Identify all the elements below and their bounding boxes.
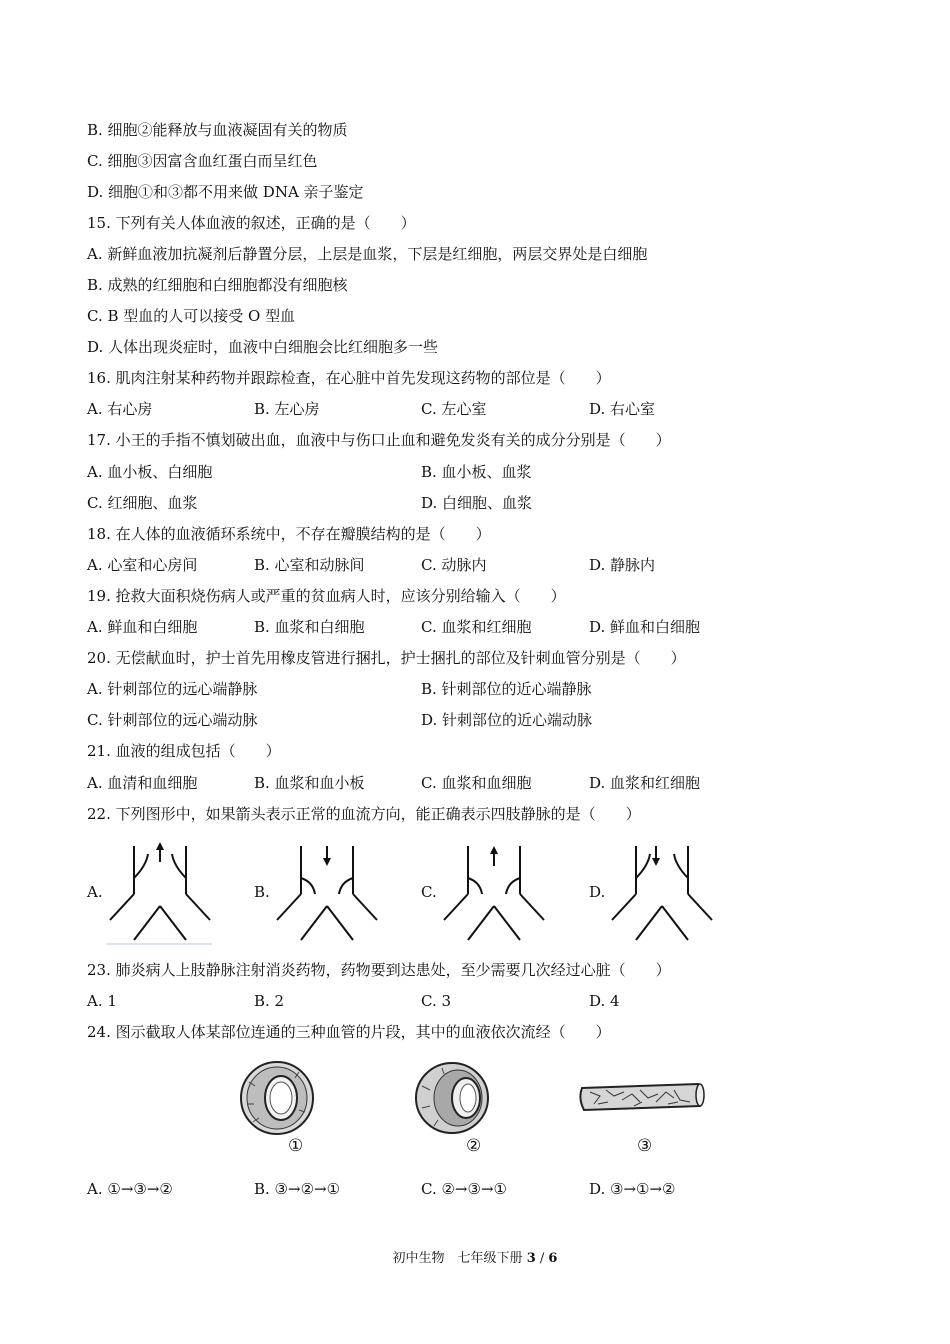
q24-label-1: ①	[288, 1136, 304, 1156]
q19-option-c: C. 血浆和红细胞	[421, 618, 532, 636]
q15-option-c: C. B 型血的人可以接受 O 型血	[87, 307, 296, 325]
q16-stem: 16. 肌肉注射某种药物并跟踪检查，在心脏中首先发现这药物的部位是（ ）	[87, 369, 611, 387]
q24-vessel-1	[237, 1060, 317, 1160]
page-footer	[0, 1247, 950, 1266]
q21-option-c: C. 血浆和血细胞	[421, 774, 532, 792]
q15-option-d: D. 人体出现炎症时，血液中白细胞会比红细胞多一些	[87, 338, 439, 356]
q21-option-d: D. 血浆和红细胞	[589, 774, 701, 792]
q22-figure-a	[106, 842, 216, 946]
q23-option-a: A. 1	[87, 992, 117, 1010]
q22-option-a: A.	[87, 883, 103, 901]
q16-option-d: D. 右心室	[589, 400, 656, 418]
q24-option-a: A. ①→③→②	[87, 1180, 173, 1198]
q20-option-a: A. 针刺部位的远心端静脉	[87, 680, 258, 698]
q18-option-b: B. 心室和动脉间	[254, 556, 365, 574]
q22-option-b: B.	[254, 883, 270, 901]
footer-page-number: 3	[526, 1251, 536, 1266]
q14-option-b: B. 细胞②能释放与血液凝固有关的物质	[87, 121, 348, 139]
q24-stem: 24. 图示截取人体某部位连通的三种血管的片段，其中的血液依次流经（ ）	[87, 1023, 611, 1041]
q23-option-b: B. 2	[254, 992, 285, 1010]
q19-stem: 19. 抢救大面积烧伤病人或严重的贫血病人时，应该分别给输入（ ）	[87, 587, 566, 605]
q23-stem: 23. 肺炎病人上肢静脉注射消炎药物，药物要到达患处，至少需要几次经过心脏（ ）	[87, 961, 671, 979]
capillary-segment-figure	[578, 1078, 708, 1118]
q16-option-c: C. 左心室	[421, 400, 487, 418]
q18-option-d: D. 静脉内	[589, 556, 656, 574]
q22-figure-b	[273, 842, 383, 946]
q24-vessel-3	[578, 1078, 708, 1118]
footer-page-total: 6	[548, 1251, 558, 1266]
q17-option-a: A. 血小板、白细胞	[87, 463, 213, 481]
q18-option-a: A. 心室和心房间	[87, 556, 198, 574]
q19-option-b: B. 血浆和白细胞	[254, 618, 365, 636]
q22-figure-c	[440, 842, 550, 946]
q23-option-d: D. 4	[589, 992, 620, 1010]
q19-option-a: A. 鲜血和白细胞	[87, 618, 198, 636]
q17-option-d: D. 白细胞、血浆	[421, 494, 533, 512]
q18-stem: 18. 在人体的血液循环系统中，不存在瓣膜结构的是（ ）	[87, 525, 491, 543]
artery-cross-section-figure	[237, 1060, 317, 1160]
q15-option-b: B. 成熟的红细胞和白细胞都没有细胞核	[87, 276, 348, 294]
q15-stem: 15. 下列有关人体血液的叙述，正确的是（ ）	[87, 214, 416, 232]
vein-valve-up-arrow-figure	[106, 842, 216, 946]
q21-stem: 21. 血液的组成包括（ ）	[87, 742, 281, 760]
q14-option-d: D. 细胞①和③都不用来做 DNA 亲子鉴定	[87, 183, 364, 201]
q18-option-c: C. 动脉内	[421, 556, 487, 574]
vein-valve-down-arrow-figure	[608, 842, 718, 946]
q17-stem: 17. 小王的手指不慎划破出血，血液中与伤口止血和避免发炎有关的成分分别是（ ）	[87, 431, 671, 449]
q16-option-a: A. 右心房	[87, 400, 153, 418]
q20-stem: 20. 无偿献血时，护士首先用橡皮管进行捆扎，护士捆扎的部位及针刺血管分别是（ ）	[87, 649, 686, 667]
footer-separator: /	[535, 1251, 549, 1266]
q20-option-c: C. 针刺部位的远心端动脉	[87, 711, 258, 729]
q24-label-3: ③	[637, 1136, 653, 1156]
q23-option-c: C. 3	[421, 992, 452, 1010]
vein-valve-down-arrow-figure	[273, 842, 383, 946]
q21-option-a: A. 血清和血细胞	[87, 774, 198, 792]
q20-option-d: D. 针刺部位的近心端动脉	[421, 711, 593, 729]
q24-option-c: C. ②→③→①	[421, 1180, 507, 1198]
q19-option-d: D. 鲜血和白细胞	[589, 618, 701, 636]
q22-option-d: D.	[589, 883, 606, 901]
q15-option-a: A. 新鲜血液加抗凝剂后静置分层，上层是血浆，下层是红细胞，两层交界处是白细胞	[87, 245, 648, 263]
q22-stem: 22. 下列图形中，如果箭头表示正常的血流方向，能正确表示四肢静脉的是（ ）	[87, 805, 641, 823]
q17-option-c: C. 红细胞、血浆	[87, 494, 198, 512]
q17-option-b: B. 血小板、血浆	[421, 463, 532, 481]
footer-subject: 初中生物 七年级下册	[392, 1251, 523, 1266]
q16-option-b: B. 左心房	[254, 400, 320, 418]
vein-valve-up-arrow-figure	[440, 842, 550, 946]
q20-option-b: B. 针刺部位的近心端静脉	[421, 680, 592, 698]
q24-option-d: D. ③→①→②	[589, 1180, 676, 1198]
q24-option-b: B. ③→②→①	[254, 1180, 341, 1198]
q21-option-b: B. 血浆和血小板	[254, 774, 365, 792]
q24-label-2: ②	[466, 1136, 482, 1156]
q14-option-c: C. 细胞③因富含血红蛋白而呈红色	[87, 152, 318, 170]
q22-option-c: C.	[421, 883, 437, 901]
q22-figure-d	[608, 842, 718, 946]
